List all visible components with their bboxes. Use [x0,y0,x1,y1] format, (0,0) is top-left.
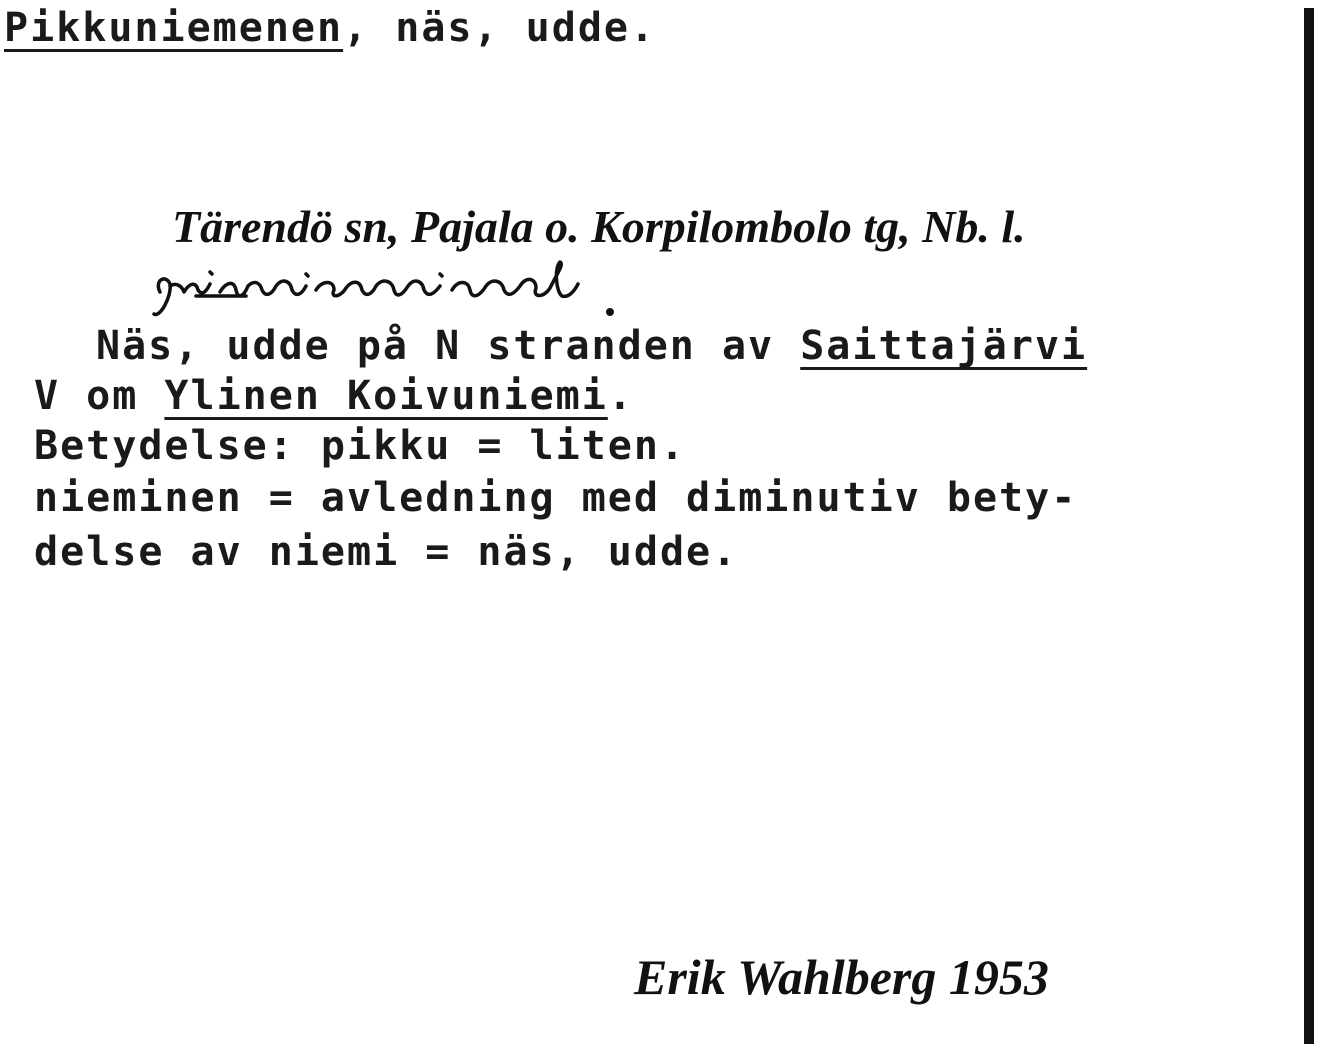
body-line-1-text: Näs, udde på N stranden av [96,323,801,369]
card-edge-line [1304,8,1314,1044]
location-line: Tärendö sn, Pajala o. Korpilombolo tg, Nb. l. [172,201,1026,252]
handwritten-pronunciation [140,252,660,322]
place-ylinen-koivuniemi: Ylinen Koivuniemi [164,373,608,419]
body-line-4: nieminen = avledning med diminutiv bety- [34,475,1078,521]
body-line-2-end: . [607,373,634,419]
headword-punct: , [343,5,370,51]
headword-line [4,5,657,51]
headword-term: Pikkuniemenen [4,5,344,51]
signature: Erik Wahlberg 1953 [634,949,1049,1005]
body-line-1 [96,323,1088,369]
place-saittajarvi: Saittajärvi [800,323,1088,369]
headword-meaning: näs, udde. [369,5,657,51]
body-line-5: delse av niemi = näs, udde. [34,529,739,575]
body-line-2-text: V om [34,373,165,419]
body-line-2 [34,373,634,419]
body-line-3: Betydelse: pikku = liten. [34,423,687,469]
